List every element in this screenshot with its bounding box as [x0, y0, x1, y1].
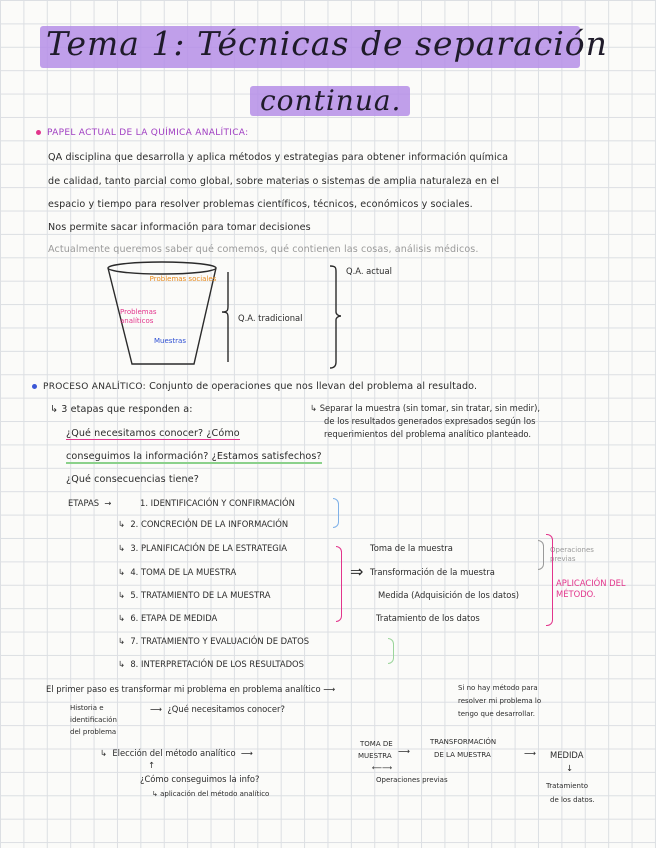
etapa-item: ↳ 2. CONCRECIÓN DE LA INFORMACIÓN — [118, 519, 289, 529]
etapas-label: ETAPAS → — [68, 498, 112, 508]
question-text: conseguimos la información? ¿Estamos satisfechos? — [66, 451, 322, 462]
toma-line: MUESTRA — [358, 752, 392, 760]
cup-label-problemas-sociales: Problemas sociales — [149, 275, 217, 283]
section-heading-proceso: PROCESO ANALÍTICO: — [43, 382, 146, 392]
right-note-line: requerimientos del problema analítico planteado. — [324, 429, 532, 439]
etapa-item-text: 5. TRATAMIENTO DE LA MUESTRA — [130, 590, 271, 600]
aplicacion-metodo-analitico: ↳ aplicación del método analítico — [152, 790, 270, 798]
como-info: ¿Cómo conseguimos la info? — [140, 774, 260, 784]
proceso-definition: Conjunto de operaciones que nos llevan del problema al resultado. — [149, 381, 478, 392]
cup-label-muestras: Muestras — [154, 337, 186, 345]
text-line-grey: Actualmente queremos saber qué comemos, qué contienen las cosas, análisis médicos. — [48, 244, 479, 255]
transformacion-line: DE LA MUESTRA — [434, 751, 491, 759]
bullet-icon — [32, 384, 37, 389]
etapa-item: 1. IDENTIFICACIÓN Y CONFIRMACIÓN — [140, 498, 295, 508]
historia-line: del problema — [70, 728, 117, 736]
etapa-item: ↳ 4. TOMA DE LA MUESTRA — [118, 567, 237, 577]
etapa-item-text: 2. CONCRECIÓN DE LA INFORMACIÓN — [130, 519, 289, 529]
right-note-line: de los resultados generados expresados según los — [324, 416, 536, 426]
op-previas-arrow: ⟵⟶ — [372, 764, 393, 772]
etapa-right-item: Medida (Adquisición de los datos) — [378, 590, 520, 600]
arrow-down: ↓ — [566, 763, 574, 773]
tratamiento-line: Tratamiento — [546, 782, 588, 790]
etapas-intro: ↳ 3 etapas que responden a: — [50, 404, 193, 415]
text-line: de calidad, tanto parcial como global, sobre materias o sistemas de amplia naturaleza en el — [48, 176, 500, 187]
page-title-line2: continua. — [260, 84, 402, 117]
op-previas-label: Operaciones previas — [550, 546, 594, 563]
no-method-line: Si no hay método para — [458, 684, 538, 692]
arrow-up: ↑ — [148, 760, 156, 770]
etapa-item: ↳ 3. PLANIFICACIÓN DE LA ESTRATEGIA — [118, 543, 287, 553]
etapa-item: ↳ 5. TRATAMIENTO DE LA MUESTRA — [118, 590, 271, 600]
no-method-line: resolver mi problema lo — [458, 697, 542, 705]
arrow-right: ⟶ — [398, 746, 411, 756]
tratamiento-line: de los datos. — [550, 796, 595, 804]
text-line: QA disciplina que desarrolla y aplica métodos y estrategias para obtener información química — [48, 152, 509, 163]
etapa-right-item: Toma de la muestra — [370, 543, 453, 553]
transformacion-line: TRANSFORMACIÓN — [430, 738, 497, 746]
section-heading-papel — [36, 128, 248, 138]
etapa-item: ↳ 7. TRATAMIENTO Y EVALUACIÓN DE DATOS — [118, 636, 310, 646]
etapa-item-text: 3. PLANIFICACIÓN DE LA ESTRATEGIA — [130, 543, 287, 553]
etapas-intro-text: 3 etapas que responden a: — [61, 404, 193, 415]
bracket-blue — [333, 498, 339, 528]
bracket-grey — [538, 540, 544, 570]
text-line: Nos permite sacar información para tomar decisiones — [48, 222, 311, 233]
eleccion-metodo-text: Elección del método analítico — [112, 748, 236, 758]
arrow-right: ⟶ — [524, 748, 537, 758]
historia-line: identificación — [70, 716, 117, 724]
historia-line: Historia e — [70, 704, 104, 712]
que-necesitamos-text: ¿Qué necesitamos conocer? — [167, 704, 285, 714]
aplicacion-metodo-label: APLICACIÓN DEL MÉTODO. — [556, 578, 626, 599]
no-method-line: tengo que desarrollar. — [458, 710, 535, 718]
right-note-text: Separar la muestra (sin tomar, sin tratar, sin medir), — [319, 403, 540, 413]
arrow-double: ⇒ — [350, 562, 364, 581]
etapas-label-text: ETAPAS — [68, 498, 100, 508]
qa-tradicional-label: Q.A. tradicional — [238, 313, 303, 323]
bullet-icon — [36, 130, 41, 135]
section-proceso-analitico — [32, 381, 477, 392]
que-necesitamos: ⟶ ¿Qué necesitamos conocer? — [150, 704, 285, 714]
first-step-text: El primer paso es transformar mi problema en problema analítico — [46, 684, 321, 694]
question-line-1 — [66, 428, 240, 439]
etapa-item-text: 8. INTERPRETACIÓN DE LOS RESULTADOS — [130, 659, 304, 669]
operaciones-previas-label: Operaciones previas — [376, 776, 448, 784]
first-step-line: El primer paso es transformar mi problema en problema analítico ⟶ — [46, 684, 336, 694]
right-note-line: ↳ Separar la muestra (sin tomar, sin tratar, sin medir), — [310, 403, 540, 413]
question-line-2 — [66, 451, 322, 462]
bracket-green — [388, 638, 394, 664]
etapa-item-text: 7. TRATAMIENTO Y EVALUACIÓN DE DATOS — [130, 636, 310, 646]
section-heading-text: PAPEL ACTUAL DE LA QUÍMICA ANALÍTICA: — [47, 128, 249, 138]
etapa-right-item: Transformación de la muestra — [370, 567, 495, 577]
question-text: ¿Qué necesitamos conocer? ¿Cómo — [66, 428, 240, 439]
etapa-item: ↳ 6. ETAPA DE MEDIDA — [118, 613, 218, 623]
question-line-3: ¿Qué consecuencias tiene? — [66, 474, 199, 485]
etapa-right-item: Tratamiento de los datos — [376, 613, 480, 623]
cup-label-problemas-analiticos: Problemas analíticos — [120, 308, 157, 325]
bracket-pink-right — [546, 534, 553, 626]
toma-line: TOMA DE — [360, 740, 393, 748]
text-line: espacio y tiempo para resolver problemas científicos, técnicos, económicos y sociales. — [48, 199, 473, 210]
medida-label: MEDIDA — [550, 750, 584, 760]
eleccion-metodo: ↳ Elección del método analítico ⟶ — [100, 748, 253, 758]
page-title-line1: Tema 1: Técnicas de separación — [46, 24, 608, 63]
etapa-item-text: 6. ETAPA DE MEDIDA — [130, 613, 218, 623]
qa-actual-label: Q.A. actual — [346, 266, 392, 276]
etapa-item: ↳ 8. INTERPRETACIÓN DE LOS RESULTADOS — [118, 659, 304, 669]
bracket-pink — [336, 546, 342, 622]
etapa-item-text: 4. TOMA DE LA MUESTRA — [130, 567, 237, 577]
